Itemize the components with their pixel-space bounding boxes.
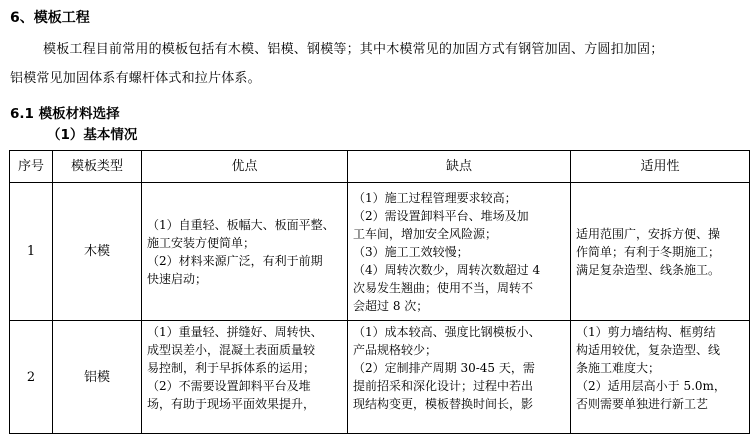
applicability-line: 作简单；有利于冬期施工；: [576, 244, 721, 259]
intro-paragraph-line1: 模板工程目前常用的模板包括有木模、铝模、钢模等；其中木模常见的加固方式有钢管加固、方圆扣加固；: [43, 42, 664, 57]
cons-line: 产品规格较少；: [353, 343, 438, 357]
row-no: 2: [10, 321, 53, 434]
pros-line: 施工安装方便简单；: [147, 235, 256, 250]
applicability-line: 条施工难度大；: [576, 361, 661, 375]
row-pros: [142, 321, 348, 434]
intro-paragraph-line2: 铝模常见加固体系有螺杆体式和拉片体系。: [10, 71, 261, 86]
cons-line: 次易发生翘曲；使用不当，周转不: [353, 280, 534, 295]
pros-line: 场，有助于现场平面效果提升，: [147, 397, 316, 411]
cons-line: （4）周转次数少，周转次数超过 4: [353, 262, 541, 277]
cons-line: （1）施工过程管理要求较高；: [353, 190, 517, 205]
subsection-subheading: （1）基本情况: [47, 127, 138, 143]
header-cons: 缺点: [348, 151, 571, 183]
applicability-line: （1）剪力墙结构、框剪结: [576, 325, 716, 339]
header-applicability: 适用性: [571, 151, 750, 183]
table-row: [10, 321, 750, 434]
row-cons: [348, 321, 571, 434]
applicability-line: 满足复杂造型、线条施工。: [576, 262, 721, 277]
row-type: 木模: [53, 183, 142, 321]
pros-line: 快速启动；: [147, 271, 208, 286]
cons-line: 现结构变更，模板替换时间长，影: [353, 397, 534, 411]
table-header-row: [10, 151, 750, 183]
applicability-line: 构适用较优，复杂造型、线: [576, 343, 721, 357]
applicability-line: 否则需要单独进行新工艺: [576, 397, 709, 411]
cons-line: （2）需设置卸料平台、堆场及加: [353, 208, 529, 223]
row-type: 铝模: [53, 321, 142, 434]
row-applicability: [571, 183, 750, 321]
header-type: 模板类型: [53, 151, 142, 183]
pros-line: 成型误差小，混凝土表面质量较: [147, 343, 316, 357]
section-heading: 6、模板工程: [10, 10, 90, 26]
row-applicability: [571, 321, 750, 434]
cons-line: （2）定制排产周期 30-45 天，需: [353, 361, 535, 375]
pros-line: （1）自重轻、板幅大、板面平整、: [147, 217, 335, 232]
pros-line: 易控制，利于早拆体系的运用；: [147, 361, 316, 375]
row-pros: [142, 183, 348, 321]
row-no: 1: [10, 183, 53, 321]
cons-line: 工车间，增加安全风险源；: [353, 226, 498, 241]
applicability-line: 适用范围广，安拆方便、操: [576, 226, 721, 241]
cons-line: 提前招采和深化设计；过程中若出: [353, 379, 534, 393]
cons-line: 会超过 8 次；: [353, 298, 429, 313]
cons-line: （3）施工工效较慢；: [353, 244, 469, 259]
formwork-comparison-table: [9, 150, 750, 434]
header-pros: 优点: [142, 151, 348, 183]
applicability-line: （2）适用层高小于 5.0m，: [576, 379, 726, 393]
pros-line: （2）不需要设置卸料平台及堆: [147, 379, 311, 393]
pros-line: （1）重量轻、拼缝好、周转快、: [147, 325, 323, 339]
subsection-heading: 6.1 模板材料选择: [10, 106, 120, 122]
pros-line: （2）材料来源广泛，有利于前期: [147, 253, 323, 268]
cons-line: （1）成本较高、强度比钢模板小、: [353, 325, 541, 339]
row-cons: [348, 183, 571, 321]
table-row: [10, 183, 750, 321]
header-no: 序号: [10, 151, 53, 183]
